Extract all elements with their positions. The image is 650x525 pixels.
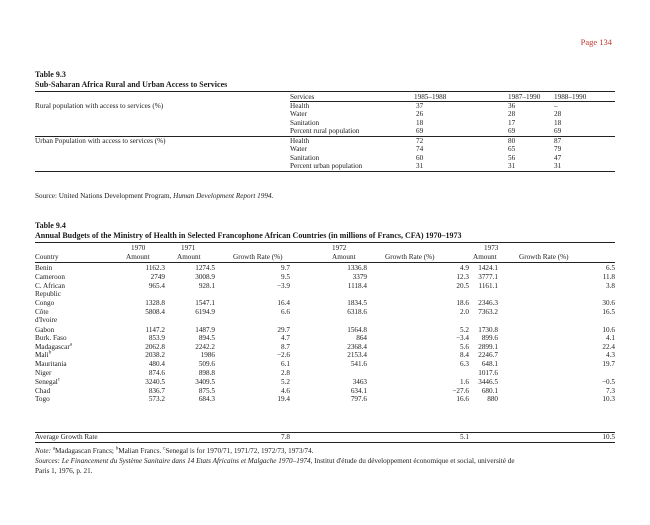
cell-a70: 1162.3 (145, 264, 165, 272)
cell-a70: 480.4 (148, 360, 165, 368)
country-name: Madagascar$^a$ (35, 342, 72, 351)
cell-a71: 1274.5 (195, 264, 215, 272)
cell-a73: 7363.2 (478, 307, 498, 316)
cell-g71: 5.2 (281, 377, 290, 386)
year-1970: 1970 (131, 244, 146, 252)
country-name: Congo (35, 299, 55, 308)
cell-a70: 1147.2 (145, 325, 165, 334)
country-name: Chad (35, 386, 51, 395)
cell-g71: 2.8 (281, 369, 290, 377)
cell-a70: 1328.8 (145, 299, 165, 308)
service-name: Water (290, 145, 307, 154)
cell-a71: 6194.9 (195, 307, 215, 316)
value-1985-1988: 60 (416, 153, 424, 162)
cell-a71: 898.8 (198, 369, 215, 377)
cell-a73: 3446.5 (478, 377, 498, 386)
value-1988-1990: 28 (554, 110, 562, 119)
cell-a71: 875.5 (198, 386, 215, 395)
cell-a71: 684.3 (198, 395, 215, 404)
service-name: Health (290, 136, 310, 145)
source-text: Source: United Nations Development Program, (35, 192, 174, 200)
cell-a72: 1834.5 (347, 299, 367, 308)
cell-g71: −2.6 (276, 351, 290, 360)
cell-a73: 2246.7 (478, 351, 498, 360)
country-name: Senegal$^c$ (35, 377, 60, 386)
cell-a73: 2346.3 (478, 299, 498, 308)
service-name: Sanitation (290, 153, 320, 162)
country-name-continued: Republic (35, 290, 61, 299)
cell-a72: 1118.4 (347, 281, 367, 290)
footnote-mark: a (69, 342, 72, 348)
year-1972: 1972 (332, 244, 347, 252)
value-1987-1990: 36 (508, 102, 516, 110)
value-1987-1990: 65 (508, 145, 516, 154)
cell-g73: 10.3 (602, 395, 615, 404)
cell-g72: 16.6 (456, 395, 469, 404)
service-name: Water (290, 110, 307, 119)
cell-a72: 541.6 (350, 360, 367, 368)
average-rule (35, 432, 615, 433)
value-1988-1990: – (554, 102, 558, 110)
cell-g73: 6.5 (606, 264, 615, 272)
column-header-amount-1971: Amount (177, 253, 201, 261)
footnote-mark: b (48, 351, 52, 356)
header-rule (290, 101, 615, 102)
table-9-4-label: Table 9.4 (35, 221, 66, 230)
value-1988-1990: 79 (554, 145, 562, 154)
cell-g72: 20.5 (456, 281, 469, 290)
column-header-amount-1973: Amount (473, 253, 497, 261)
table-9-3-top-rule (35, 91, 615, 92)
service-name: Sanitation (290, 118, 320, 127)
page-number: Page 134 (580, 37, 612, 47)
cell-a72: 1336.8 (347, 264, 367, 272)
value-1988-1990: 87 (554, 136, 562, 145)
table-9-3-bottom-rule (35, 171, 615, 172)
cell-a73: 2899.1 (478, 342, 498, 351)
row-group-label: Rural population with access to services (%) (35, 102, 164, 110)
value-1987-1990: 80 (508, 136, 516, 145)
country-name: Cameroon (35, 272, 65, 281)
cell-a70: 2062.8 (145, 342, 165, 351)
service-name: Percent urban population (290, 162, 363, 170)
sources-rest: Institut d'étude du développement économique et social, université de (312, 457, 515, 465)
cell-a71: 3008.9 (195, 272, 215, 281)
country-name: Côte (35, 307, 49, 316)
note-c-mark: c (163, 446, 166, 452)
cell-a70: 3240.5 (145, 377, 165, 386)
country-name: C. African (35, 281, 65, 290)
cell-g71: 19.4 (277, 395, 290, 404)
cell-a71: 1487.9 (195, 325, 215, 334)
cell-a73: 899.6 (481, 334, 498, 343)
value-1985-1988: 26 (416, 110, 424, 119)
average-growth-1972: 5.1 (460, 433, 469, 441)
cell-a72: 6318.6 (347, 307, 367, 316)
cell-a72: 3379 (352, 272, 367, 281)
cell-g73: 7.3 (606, 386, 615, 395)
cell-g71: 6.6 (281, 307, 290, 316)
service-name: Percent rural population (290, 127, 360, 136)
country-name: Benin (35, 264, 53, 272)
cell-g71: 16.4 (277, 299, 290, 308)
cell-g73: 3.8 (606, 281, 615, 290)
note-b-text: Malian Francs. (118, 447, 164, 455)
cell-g71: 29.7 (277, 325, 290, 334)
cell-g71: −3.9 (276, 281, 290, 290)
cell-g72: 1.6 (460, 377, 469, 386)
cell-g72: 6.3 (460, 360, 469, 368)
cell-a72: 634.1 (350, 386, 367, 395)
cell-g73: 4.3 (606, 351, 615, 360)
cell-a71: 1547.1 (195, 299, 215, 308)
column-header-services: Services (290, 93, 315, 101)
cell-g72: −27.6 (452, 386, 469, 395)
value-1988-1990: 18 (554, 118, 562, 127)
value-1985-1988: 72 (416, 136, 424, 145)
country-name-continued: d'Ivoire (35, 316, 58, 325)
cell-a72: 2153.4 (347, 351, 367, 360)
cell-g73: 22.4 (602, 342, 615, 351)
column-header-1987-1990: 1987–1990 (508, 93, 541, 101)
table-9-4-top-rule (35, 242, 615, 243)
country-name: Burk. Faso (35, 334, 67, 343)
average-growth-1971: 7.8 (281, 433, 290, 441)
country-name: Mali$^b$ (35, 351, 52, 360)
column-header-1985-1988: 1985–1988 (414, 93, 447, 101)
sources-label: Sources: (35, 457, 62, 465)
table-9-4-sources (35, 457, 620, 466)
table-9-4-bottom-rule (35, 442, 615, 443)
cell-g72: −3.4 (455, 334, 469, 343)
cell-g73: 19.7 (602, 360, 615, 368)
cell-g73: 4.1 (606, 334, 615, 343)
cell-g71: 9.5 (281, 272, 290, 281)
column-header-growth-1971: Growth Rate (%) (233, 253, 283, 261)
value-1985-1988: 37 (416, 102, 424, 110)
value-1985-1988: 69 (416, 127, 424, 136)
note-a-mark: a (52, 446, 55, 452)
cell-a71: 1986 (200, 351, 215, 360)
cell-a70: 573.2 (148, 395, 165, 404)
column-header-amount-1972: Amount (332, 253, 356, 261)
cell-a72: 2368.4 (347, 342, 367, 351)
country-name: Togo (35, 395, 50, 404)
cell-a73: 680.1 (481, 386, 498, 395)
cell-a71: 509.6 (198, 360, 215, 368)
value-1987-1990: 69 (508, 127, 516, 136)
cell-a72: 3463 (352, 377, 367, 386)
cell-g73: 16.5 (602, 307, 615, 316)
column-header-growth-1972: Growth Rate (%) (385, 253, 435, 261)
column-header-amount-1970: Amount (126, 253, 150, 261)
header-rule (35, 262, 615, 263)
cell-g72: 4.9 (460, 264, 469, 272)
table-9-4-title: Annual Budgets of the Ministry of Health in Selected Francophone African Countries (in millions of Francs, CFA) 1970–1973 (35, 231, 462, 240)
row-group-label: Urban Population with access to services (%) (35, 136, 166, 145)
table-9-3-title: Sub-Saharan Africa Rural and Urban Access to Services (35, 80, 228, 89)
cell-g72: 18.6 (456, 299, 469, 308)
cell-a73: 1730.8 (478, 325, 498, 334)
source-title: Human Development Report 1994. (173, 192, 274, 200)
cell-a73: 648.1 (481, 360, 498, 368)
value-1985-1988: 31 (416, 162, 424, 170)
cell-g71: 8.7 (281, 342, 290, 351)
cell-a72: 1564.8 (347, 325, 367, 334)
column-header-growth-1973: Growth Rate (%) (519, 253, 569, 261)
table-9-3-source (35, 192, 273, 201)
cell-a71: 894.5 (198, 334, 215, 343)
cell-g72: 5.6 (460, 342, 469, 351)
cell-g73: 11.8 (602, 272, 615, 281)
value-1987-1990: 28 (508, 110, 516, 119)
cell-a70: 965.4 (148, 281, 165, 290)
table-9-3-label: Table 9.3 (35, 70, 66, 79)
country-name: Gabon (35, 325, 55, 334)
cell-g72: 8.4 (460, 351, 469, 360)
cell-a72: 797.6 (350, 395, 367, 404)
cell-g72: 2.0 (460, 307, 469, 316)
cell-g72: 12.3 (456, 272, 469, 281)
column-header-country: Country (35, 253, 59, 261)
cell-g73: 30.6 (602, 299, 615, 308)
cell-a70: 853.9 (148, 334, 165, 343)
year-1971: 1971 (181, 244, 196, 252)
value-1987-1990: 31 (508, 162, 516, 170)
service-name: Health (290, 102, 310, 110)
note-a-text: Madagascan Francs; (55, 447, 116, 455)
cell-a73: 1424.1 (478, 264, 498, 272)
table-9-4-sources-line2: Paris 1, 1976, p. 21. (35, 467, 93, 475)
value-1987-1990: 17 (508, 118, 516, 127)
cell-g73: 10.6 (602, 325, 615, 334)
cell-a70: 2749 (150, 272, 165, 281)
average-growth-label: Average Growth Rate (35, 433, 98, 441)
cell-a71: 2242.2 (195, 342, 215, 351)
cell-a72: 864 (356, 334, 367, 343)
country-name: Mauritania (35, 360, 67, 368)
cell-g72: 5.2 (460, 325, 469, 334)
value-1985-1988: 18 (416, 118, 424, 127)
value-1988-1990: 47 (554, 153, 562, 162)
country-name: Niger (35, 369, 52, 377)
cell-a70: 5808.4 (145, 307, 165, 316)
cell-a73: 880 (487, 395, 498, 404)
cell-g73: −0.5 (601, 377, 615, 386)
cell-g71: 4.7 (281, 334, 290, 343)
value-1988-1990: 31 (554, 162, 562, 170)
cell-a70: 836.7 (148, 386, 165, 395)
note-b-mark: b (115, 446, 119, 452)
sources-title: Le Financement du Système Sanitaire dans 14 Etats Africains et Malgache 1970–1974, (61, 457, 313, 465)
cell-g71: 4.6 (281, 386, 290, 395)
column-header-1988-1990: 1988–1990 (554, 93, 587, 101)
cell-a73: 1017.6 (478, 369, 498, 377)
value-1988-1990: 69 (554, 127, 562, 136)
year-1973: 1973 (484, 244, 499, 252)
note-label: Note: (35, 447, 53, 455)
value-1987-1990: 56 (508, 153, 516, 162)
value-1985-1988: 74 (416, 145, 424, 154)
cell-a71: 928.1 (198, 281, 215, 290)
cell-g71: 9.7 (281, 264, 290, 272)
cell-a73: 1161.1 (478, 281, 498, 290)
cell-a70: 874.6 (148, 369, 165, 377)
average-growth-1973: 10.5 (602, 433, 615, 441)
footnote-mark: c (57, 377, 60, 383)
cell-a73: 3777.1 (478, 272, 498, 281)
table-9-4-note (35, 447, 313, 456)
cell-g71: 6.1 (281, 360, 290, 368)
cell-a70: 2038.2 (145, 351, 165, 360)
note-c-text: Senegal is for 1970/71, 1971/72, 1972/73, 1973/74. (165, 447, 314, 455)
cell-a71: 3409.5 (195, 377, 215, 386)
